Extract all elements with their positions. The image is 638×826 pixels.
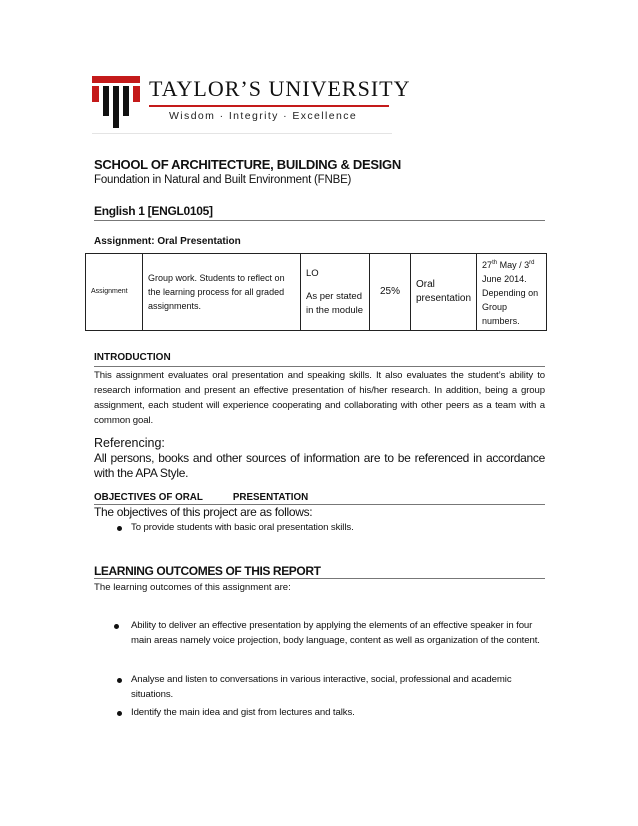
cell-weight: 25% bbox=[370, 254, 411, 331]
cell-lo bbox=[301, 254, 370, 331]
assignment-table bbox=[85, 253, 547, 331]
date-mid: May / 3 bbox=[497, 260, 530, 270]
outcome-text: Ability to deliver an effective presentation by applying the elements of an effective speaker in four main areas namely voice projection, body language, content as well as organization of the content. bbox=[131, 620, 540, 646]
logo-divider bbox=[149, 105, 389, 107]
intro-heading: INTRODUCTION bbox=[94, 352, 171, 363]
cell-label: Assignment bbox=[86, 254, 143, 331]
objective-text: To provide students with basic oral presentation skills. bbox=[131, 522, 354, 533]
date-rest: June 2014. Depending on Group numbers. bbox=[482, 274, 539, 326]
outcomes-intro: The learning outcomes of this assignment are: bbox=[94, 582, 291, 593]
referencing-paragraph: All persons, books and other sources of information are to be referenced in accordance with the APA Style. bbox=[94, 451, 545, 480]
outcome-text: Identify the main idea and gist from lectures and talks. bbox=[131, 707, 355, 718]
date-sup-2: rd bbox=[529, 260, 535, 266]
lo-title: LO bbox=[306, 267, 319, 279]
objectives-intro: The objectives of this project are as follows: bbox=[94, 505, 313, 519]
cell-description: Group work. Students to reflect on the learning process for all graded assignments. bbox=[143, 254, 301, 331]
bullet-icon bbox=[117, 711, 122, 716]
header-divider bbox=[92, 133, 392, 134]
university-logo bbox=[92, 72, 411, 132]
objectives-heading bbox=[94, 492, 308, 503]
intro-rule bbox=[94, 366, 545, 367]
university-tagline: Wisdom · Integrity · Excellence bbox=[169, 110, 358, 122]
bullet-icon bbox=[117, 526, 122, 531]
university-name: TAYLOR’S UNIVERSITY bbox=[149, 76, 411, 101]
bullet-icon bbox=[114, 624, 119, 629]
objectives-heading-a: OBJECTIVES OF ORAL bbox=[94, 492, 203, 503]
outcomes-rule bbox=[94, 578, 545, 579]
cell-date bbox=[477, 254, 547, 331]
list-item bbox=[117, 521, 545, 536]
objectives-heading-b: PRESENTATION bbox=[232, 492, 309, 503]
list-item bbox=[114, 619, 550, 648]
assignment-title bbox=[94, 236, 241, 247]
outcomes-heading: LEARNING OUTCOMES OF THIS REPORT bbox=[94, 564, 321, 578]
course-rule bbox=[94, 220, 545, 221]
date-sup-1: th bbox=[492, 260, 498, 266]
bullet-icon bbox=[117, 678, 122, 683]
assignment-value: Oral Presentation bbox=[157, 236, 241, 247]
list-item bbox=[117, 673, 517, 702]
intro-paragraph: This assignment evaluates oral presentation and speaking skills. It also evaluates the student’s ability to research information and present an effective presentation of his/her research. In addition, being a group assignment, each student will experience cooperating and collaborating with other peers as a team with a common goal. bbox=[94, 370, 545, 426]
date-day-1: 27 bbox=[482, 260, 493, 270]
lo-text: As per stated in the module bbox=[306, 290, 364, 316]
cell-type: Oral presentation bbox=[411, 254, 477, 331]
course-title: English 1 [ENGL0105] bbox=[94, 204, 213, 218]
university-crest-icon bbox=[92, 76, 142, 128]
table-row bbox=[86, 254, 547, 331]
school-title: SCHOOL OF ARCHITECTURE, BUILDING & DESIGN bbox=[94, 157, 401, 172]
programme-title: Foundation in Natural and Built Environment (FNBE) bbox=[94, 174, 352, 186]
referencing-title: Referencing: bbox=[94, 436, 165, 450]
assignment-label: Assignment: bbox=[94, 236, 155, 247]
outcome-text: Analyse and listen to conversations in various interactive, social, professional and academic situations. bbox=[131, 674, 512, 700]
list-item bbox=[117, 706, 545, 721]
